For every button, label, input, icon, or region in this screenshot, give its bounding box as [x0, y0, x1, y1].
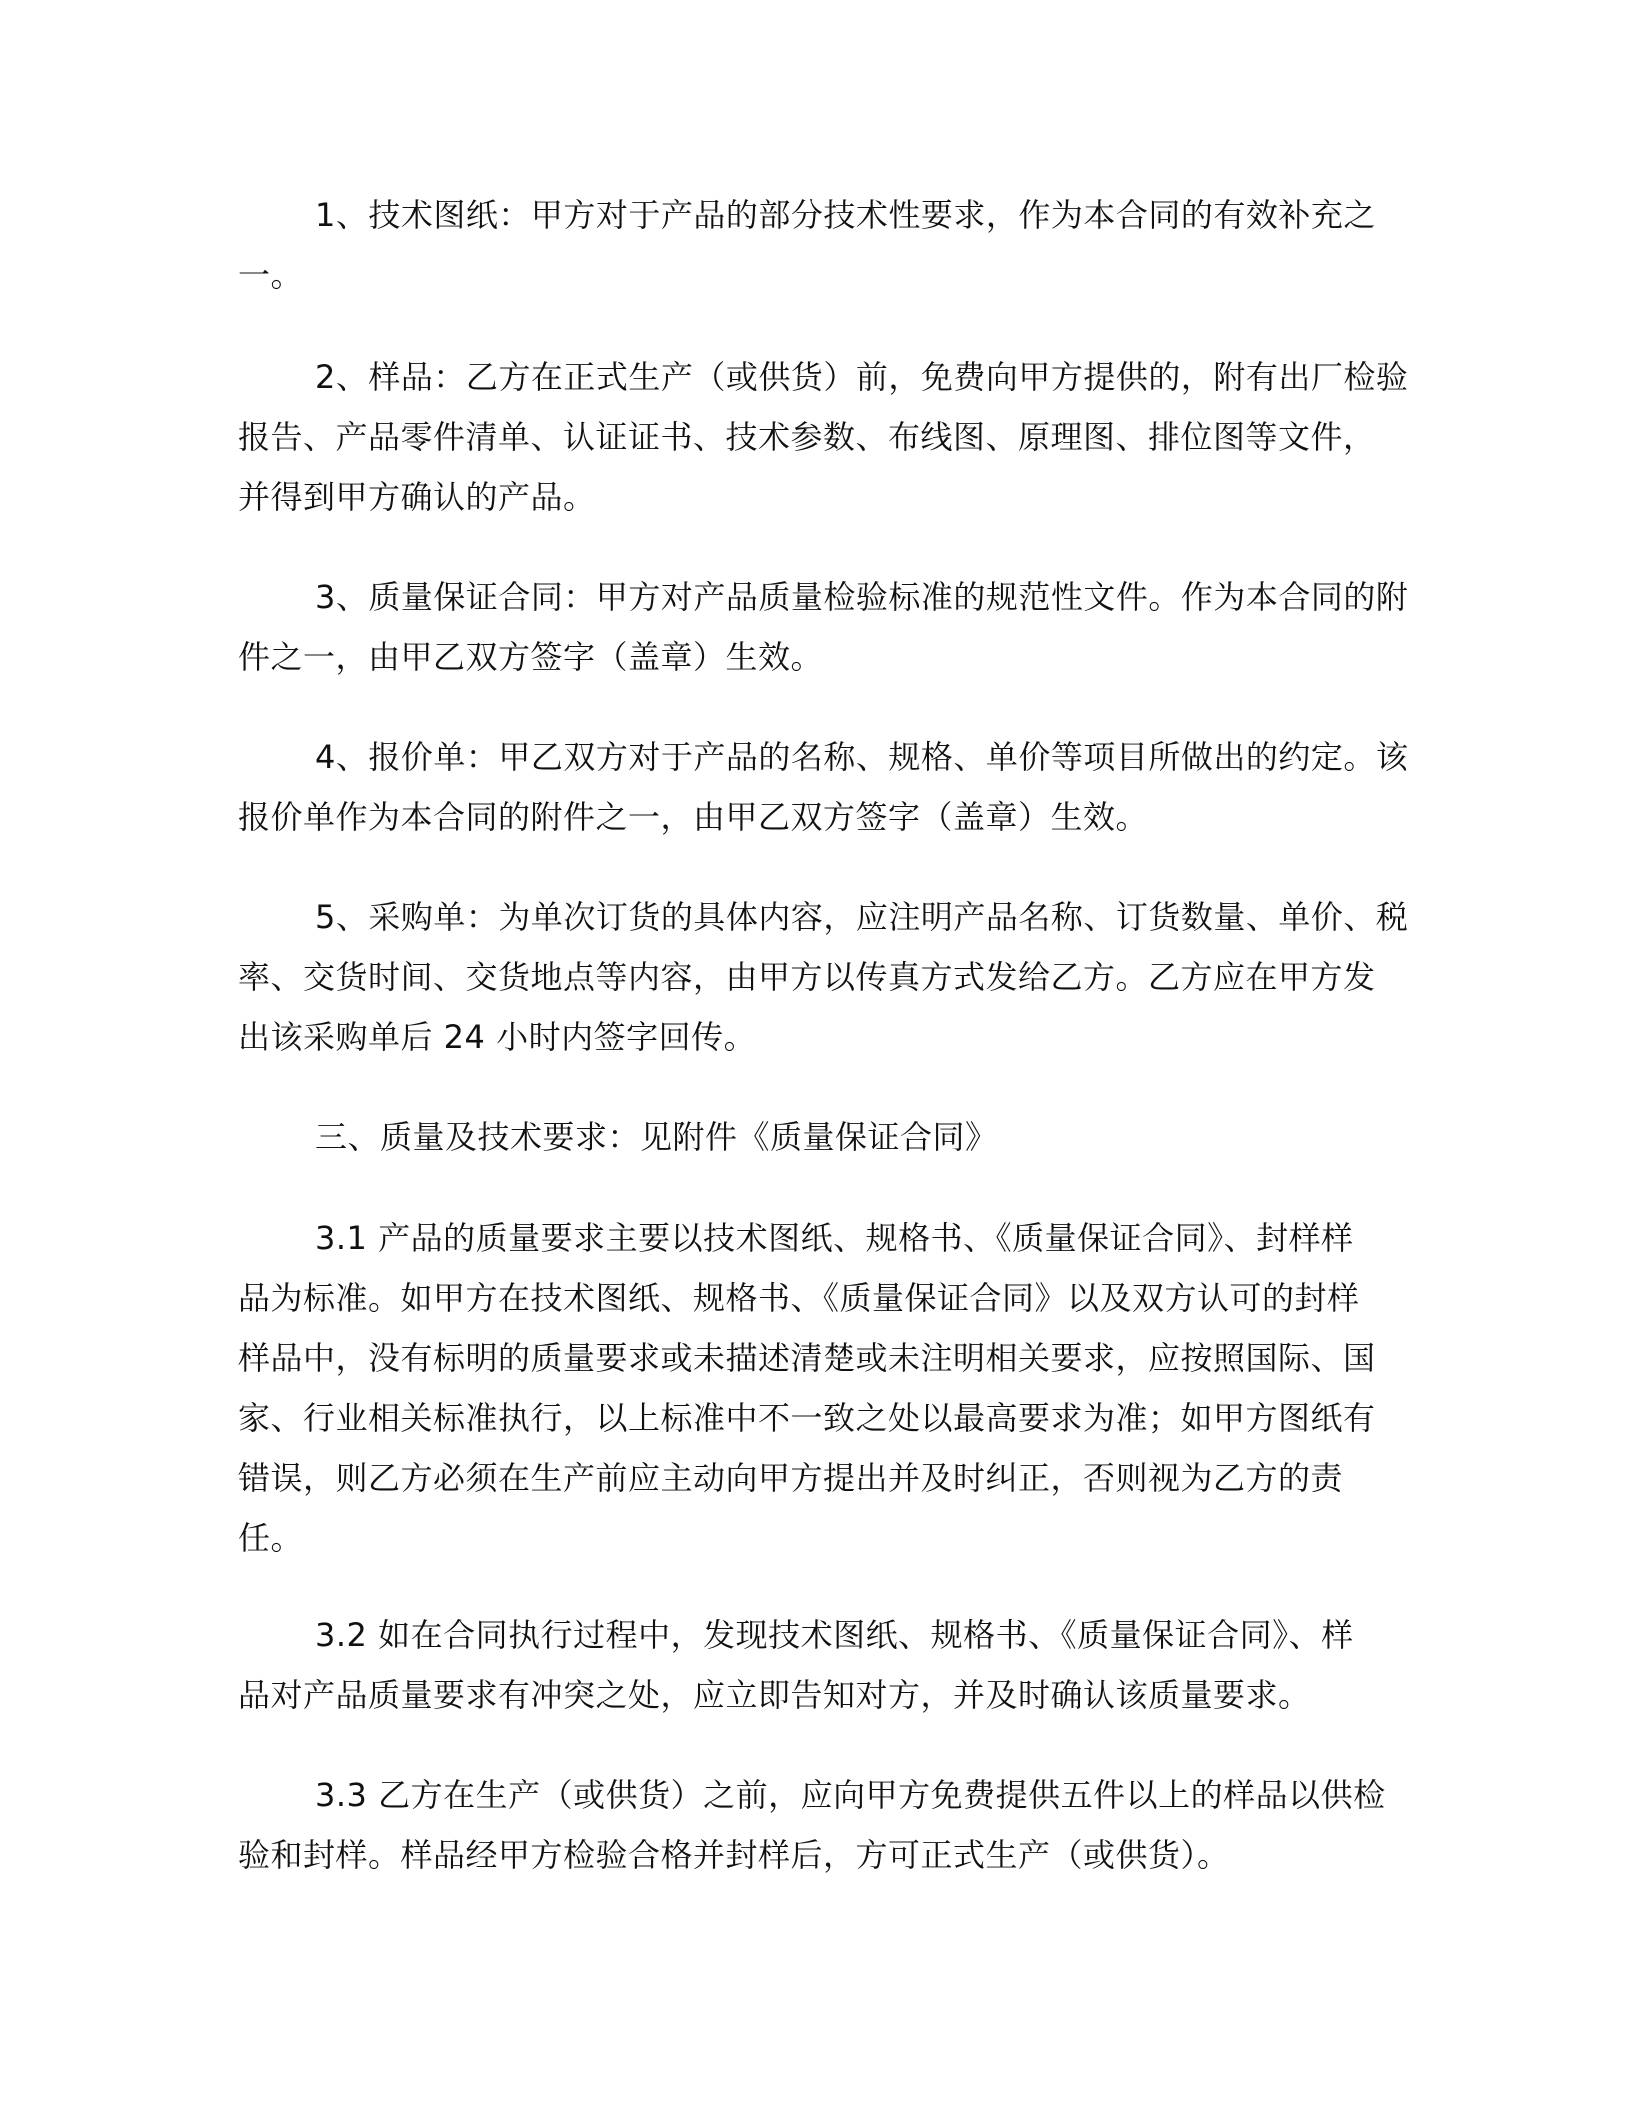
paragraph-line: 并得到甲方确认的产品。: [238, 478, 596, 516]
paragraph-line: 品对产品质量要求有冲突之处，应立即告知对方，并及时确认该质量要求。: [238, 1676, 1311, 1714]
paragraph-line: 3.2 如在合同执行过程中，发现技术图纸、规格书、《质量保证合同》、样: [315, 1616, 1354, 1654]
paragraph-line: 一。: [238, 256, 304, 294]
section-heading-line: 三、质量及技术要求：见附件《质量保证合同》: [315, 1118, 998, 1156]
paragraph-line: 品为标准。如甲方在技术图纸、规格书、《质量保证合同》以及双方认可的封样: [238, 1279, 1360, 1317]
paragraph-line: 件之一，由甲乙双方签字（盖章）生效。: [238, 638, 824, 676]
paragraph-line: 家、行业相关标准执行，以上标准中不一致之处以最高要求为准；如甲方图纸有: [238, 1399, 1376, 1437]
paragraph-line: 出该采购单后 24 小时内签字回传。: [238, 1018, 757, 1056]
paragraph-line: 3、质量保证合同：甲方对产品质量检验标准的规范性文件。作为本合同的附: [315, 578, 1409, 616]
paragraph-line: 3.1 产品的质量要求主要以技术图纸、规格书、《质量保证合同》、封样样: [315, 1219, 1354, 1257]
paragraph-line: 报价单作为本合同的附件之一，由甲乙双方签字（盖章）生效。: [238, 798, 1149, 836]
paragraph-line: 1、技术图纸：甲方对于产品的部分技术性要求，作为本合同的有效补充之: [315, 196, 1376, 234]
paragraph-line: 5、采购单：为单次订货的具体内容，应注明产品名称、订货数量、单价、税: [315, 898, 1409, 936]
paragraph-line: 样品中，没有标明的质量要求或未描述清楚或未注明相关要求，应按照国际、国: [238, 1339, 1376, 1377]
paragraph-line: 报告、产品零件清单、认证证书、技术参数、布线图、原理图、排位图等文件，: [238, 418, 1376, 456]
paragraph-line: 3.3 乙方在生产（或供货）之前，应向甲方免费提供五件以上的样品以供检: [315, 1776, 1386, 1814]
paragraph-line: 验和封样。样品经甲方检验合格并封样后，方可正式生产（或供货）。: [238, 1836, 1230, 1874]
paragraph-line: 任。: [238, 1519, 304, 1557]
paragraph-line: 4、报价单：甲乙双方对于产品的名称、规格、单价等项目所做出的约定。该: [315, 738, 1409, 776]
paragraph-line: 2、样品：乙方在正式生产（或供货）前，免费向甲方提供的，附有出厂检验: [315, 358, 1409, 396]
paragraph-line: 率、交货时间、交货地点等内容，由甲方以传真方式发给乙方。乙方应在甲方发: [238, 958, 1376, 996]
paragraph-line: 错误，则乙方必须在生产前应主动向甲方提出并及时纠正，否则视为乙方的责: [238, 1459, 1344, 1497]
